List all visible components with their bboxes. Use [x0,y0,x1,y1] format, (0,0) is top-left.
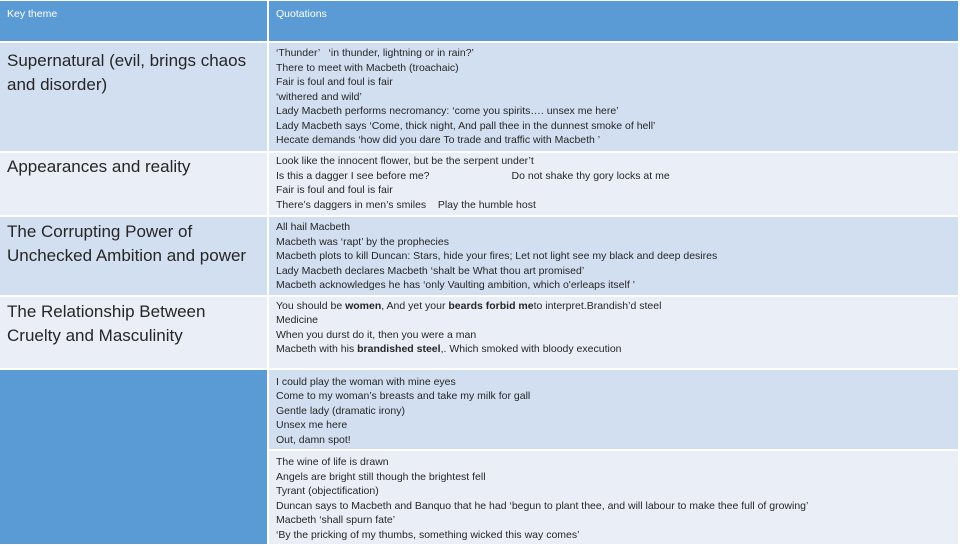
theme-supernatural: Supernatural (evil, brings chaos and disorder) [7,51,247,94]
table-row [0,43,958,151]
theme-cell [0,153,267,215]
quote-line: Is this a dagger I see before me? Do not shake thy gory locks at me [276,169,670,182]
theme-cell [0,217,267,295]
quote-line: Macbeth with his brandished steel,. Which smoked with bloody execution [276,343,622,355]
quote-line: ‘Thunder’ ‘in thunder, lightning or in rain?’ [276,47,474,59]
header-quotations: Quotations [269,1,958,41]
quote-line: Look like the innocent flower, but be the serpent under’t [276,155,534,167]
theme-cell [0,43,267,151]
quote-line: Fair is foul and foul is fair [276,76,393,88]
table-header-row [0,1,958,41]
quote-line: There to meet with Macbeth (troachaic) [276,61,459,74]
quotes-cell [269,451,958,544]
quote-line: There’s daggers in men’s smiles Play the humble host [276,198,536,211]
table-row [0,370,958,450]
quote-line: Macbeth ‘shall spurn fate’ [276,514,396,526]
quotes-cell [269,43,958,151]
quote-line: The wine of life is drawn [276,456,389,468]
quote-line: Come to my woman’s breasts and take my milk for gall [276,390,531,402]
quote-line: Unsex me here [276,419,348,431]
quote-line: Macbeth plots to kill Duncan: Stars, hide your fires; Let not light see my black and deep desires [276,250,718,262]
quote-line: Angels are bright still though the brightest fell [276,470,486,483]
quote-line-extra: Do not shake thy gory locks at me [511,169,670,182]
quote-line: Duncan says to Macbeth and Banquo that he had ‘begun to plant thee, and will labour to make thee full of growing’ [276,499,809,512]
quotes-cell [269,297,958,368]
quote-line: I could play the woman with mine eyes [276,375,456,388]
theme-cell-blank [0,370,267,545]
quote-line: ‘By the pricking of my thumbs, something wicked this way comes’ [276,528,580,541]
quote-line: Medicine [276,314,319,326]
quotes-cell [269,153,958,215]
quote-line: Macbeth acknowledges he has ‘only Vaulting ambition, which o'erleaps itself ’ [276,279,636,291]
quote-line: Gentle lady (dramatic irony) [276,404,405,417]
quote-line: Lady Macbeth declares Macbeth ‘shalt be What thou art promised’ [276,264,585,277]
quotes-cell [269,217,958,295]
table-row [0,297,958,368]
header-key-theme: Key theme [0,1,267,41]
quote-line: Tyrant (objectification) [276,485,379,497]
quote-line: You should be women, And yet your beards forbid meto interpret.Brandish’d steel [276,299,662,312]
quote-line: Fair is foul and foul is fair [276,184,393,196]
quote-line: All hail Macbeth [276,221,351,233]
theme-cell [0,297,267,368]
quote-line: When you durst do it, then you were a man [276,328,477,341]
quote-line: Lady Macbeth performs necromancy: ‘come you spirits…. unsex me here’ [276,105,619,117]
theme-cruelty-masculinity: The Relationship Between Cruelty and Masculinity [7,301,206,345]
quotes-cell [269,370,958,450]
quote-line: Out, damn spot! [276,433,351,446]
quote-line: Macbeth was ‘rapt’ by the prophecies [276,235,449,248]
quote-line: Lady Macbeth says ‘Come, thick night, And pall thee in the dunnest smoke of hell’ [276,119,656,132]
quote-line: ‘withered and wild’ [276,90,362,103]
table-row [0,153,958,215]
theme-ambition: The Corrupting Power of Unchecked Ambition and power [7,222,247,265]
quote-line: Hecate demands ‘how did you dare To trade and traffic with Macbeth ’ [276,134,601,146]
table-row [0,217,958,295]
theme-appearances: Appearances and reality [7,157,191,176]
